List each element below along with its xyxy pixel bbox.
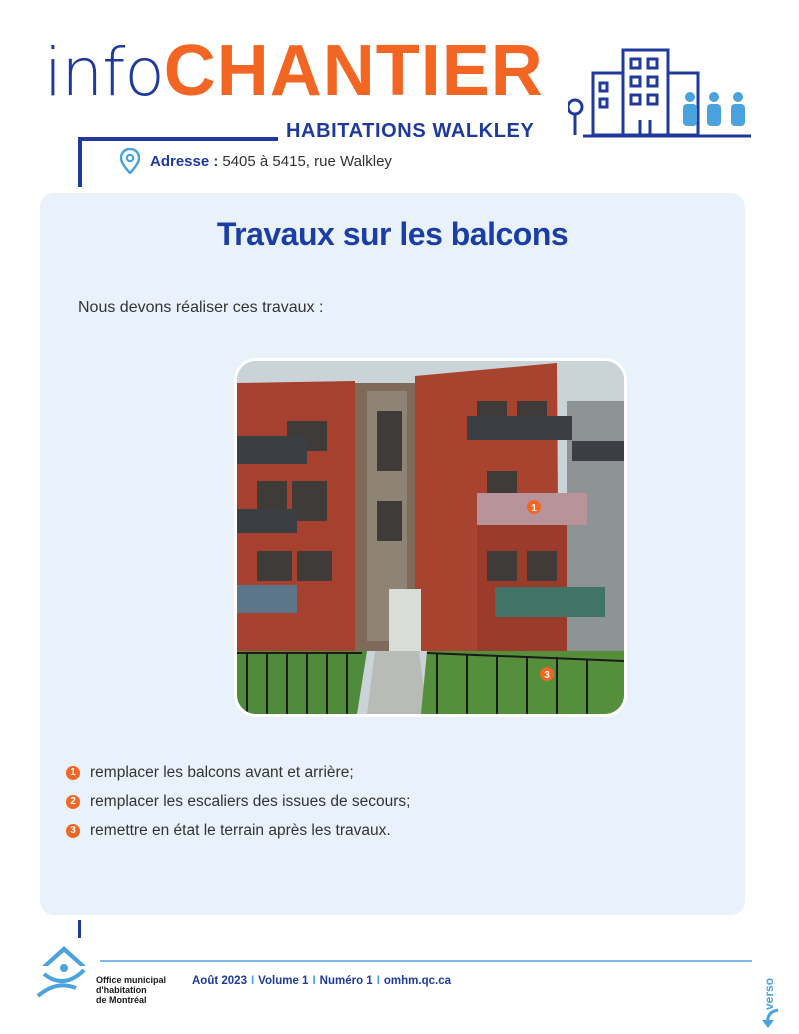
org-line-2: d'habitation bbox=[96, 985, 147, 995]
organization-name bbox=[96, 975, 186, 1005]
header-vertical-rule bbox=[78, 137, 82, 187]
list-item-text: remplacer les balcons avant et arrière; bbox=[90, 763, 354, 781]
list-item bbox=[66, 758, 410, 787]
number-badge: 3 bbox=[66, 824, 80, 838]
footer-rule bbox=[100, 960, 752, 962]
address-value: 5405 à 5415, rue Walkley bbox=[222, 152, 392, 170]
intro-text: Nous devons réaliser ces travaux : bbox=[78, 299, 324, 316]
work-list bbox=[66, 758, 410, 845]
location-pin-icon bbox=[120, 148, 140, 174]
photo-marker-1 bbox=[527, 500, 541, 514]
brand-title bbox=[44, 30, 544, 120]
issue-date: Août 2023 bbox=[192, 975, 247, 987]
org-line-3: de Montréal bbox=[96, 995, 147, 1005]
address-line bbox=[120, 148, 392, 174]
issue-info bbox=[192, 975, 451, 987]
omhm-logo-icon bbox=[36, 944, 92, 1004]
issue-volume: Volume 1 bbox=[258, 975, 309, 987]
address-label: Adresse : bbox=[150, 152, 219, 170]
issue-number: Numéro 1 bbox=[319, 975, 373, 987]
verso-label[interactable]: verso bbox=[762, 977, 776, 1010]
list-item bbox=[66, 816, 410, 845]
page-title: Travaux sur les balcons bbox=[216, 216, 569, 252]
website-link[interactable]: omhm.qc.ca bbox=[383, 975, 452, 987]
list-item-text: remettre en état le terrain après les travaux. bbox=[90, 821, 391, 839]
project-subtitle: HABITATIONS WALKLEY bbox=[286, 120, 535, 142]
number-badge: 1 bbox=[66, 766, 80, 780]
separator: I bbox=[312, 975, 316, 987]
footer-vertical-rule bbox=[78, 920, 81, 938]
city-buildings-icon bbox=[568, 45, 753, 140]
svg-text:1: 1 bbox=[531, 503, 537, 514]
list-item-text: remplacer les escaliers des issues de secours; bbox=[90, 792, 411, 810]
svg-text:3: 3 bbox=[544, 670, 550, 681]
brand-chantier: CHANTIER bbox=[163, 31, 544, 111]
header-rule bbox=[78, 137, 278, 141]
brand-info: info bbox=[44, 34, 164, 111]
number-badge: 2 bbox=[66, 795, 80, 809]
org-line-1: Office municipal bbox=[96, 975, 167, 985]
building-photo bbox=[234, 358, 627, 717]
separator: I bbox=[250, 975, 255, 987]
photo-marker-3 bbox=[540, 667, 554, 681]
list-item bbox=[66, 787, 410, 816]
separator: I bbox=[376, 975, 380, 987]
